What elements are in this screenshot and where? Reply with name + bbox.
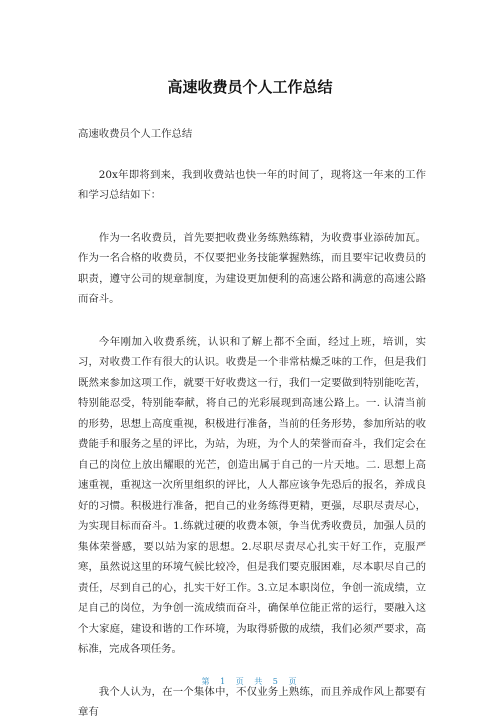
paragraph-personal-view: 我个人认为，在一个集体中，不仅业务上熟练，而且养成作风上都要有章有: [78, 685, 426, 718]
paragraph-duties: 作为一名收费员，首先要把收费业务练熟练精，为收费事业添砖加瓦。作为一名合格的收费员，不仅要把业务技能掌握熟练，而且要牢记收费员的职责，遵守公司的规章制度，为建设更加便利的高速公路和满意的高速公路而奋斗。: [78, 231, 426, 305]
page-number-footer: 第 1 页 共 5 页: [201, 677, 299, 686]
paragraph-experience: 今年刚加入收费系统，认识和了解上都不全面，经过上班，培训，实习，对收费工作有很大的认识。收费是一个非常枯燥乏味的工作，但是我们既然来参加这项工作，就要干好收费这一行，我们一定要做到特别能吃苦，特别能忍受，特别能奉献，将自己的光彩展现到高速公路上。一. 认清当前的形势，思想上高度重视，积极进行准备，当前的任务形势，参加所站的收费能手和服务之星的评比，为站，为班，为个人的荣誉而奋斗，我们定会在自己的岗位上放出耀眼的光芒，创造出属于自己的一片天地。二. 思想上高速重视，重视这一次所里组织的评比，人人都应该争先恐后的报名，养成良好的习惯。积极进行准备，把自己的业务练得更精，更强，尽职尽责尽心，为实现目标而奋斗。1.练就过硬的收费本领，争当优秀收费员，加强人员的集体荣誉感，要以站为家的思想。2.尽职尽责尽心扎实干好工作，克服严寒，虽然说这里的环境气候比较冷，但是我们要克服困难，尽本职尽自己的责任，尽到自己的心，扎实干好工作。3.立足本职岗位，争创一流成绩，立足自己的岗位，为争创一流成绩而奋斗，确保单位能正常的运行，要融入这个大家庭，建设和谐的工作环境，为取得骄傲的成绩，我们必须严要求，高标准，完成各项任务。: [78, 335, 426, 655]
document-title: 高速收费员个人工作总结: [167, 78, 333, 96]
document-subtitle: 高速收费员个人工作总结: [78, 128, 193, 140]
document-body: [78, 124, 426, 723]
paragraph-intro: 20x年即将到来，我到收费站也快一年的时间了，现将这一年来的工作和学习总结如下：: [78, 168, 426, 201]
